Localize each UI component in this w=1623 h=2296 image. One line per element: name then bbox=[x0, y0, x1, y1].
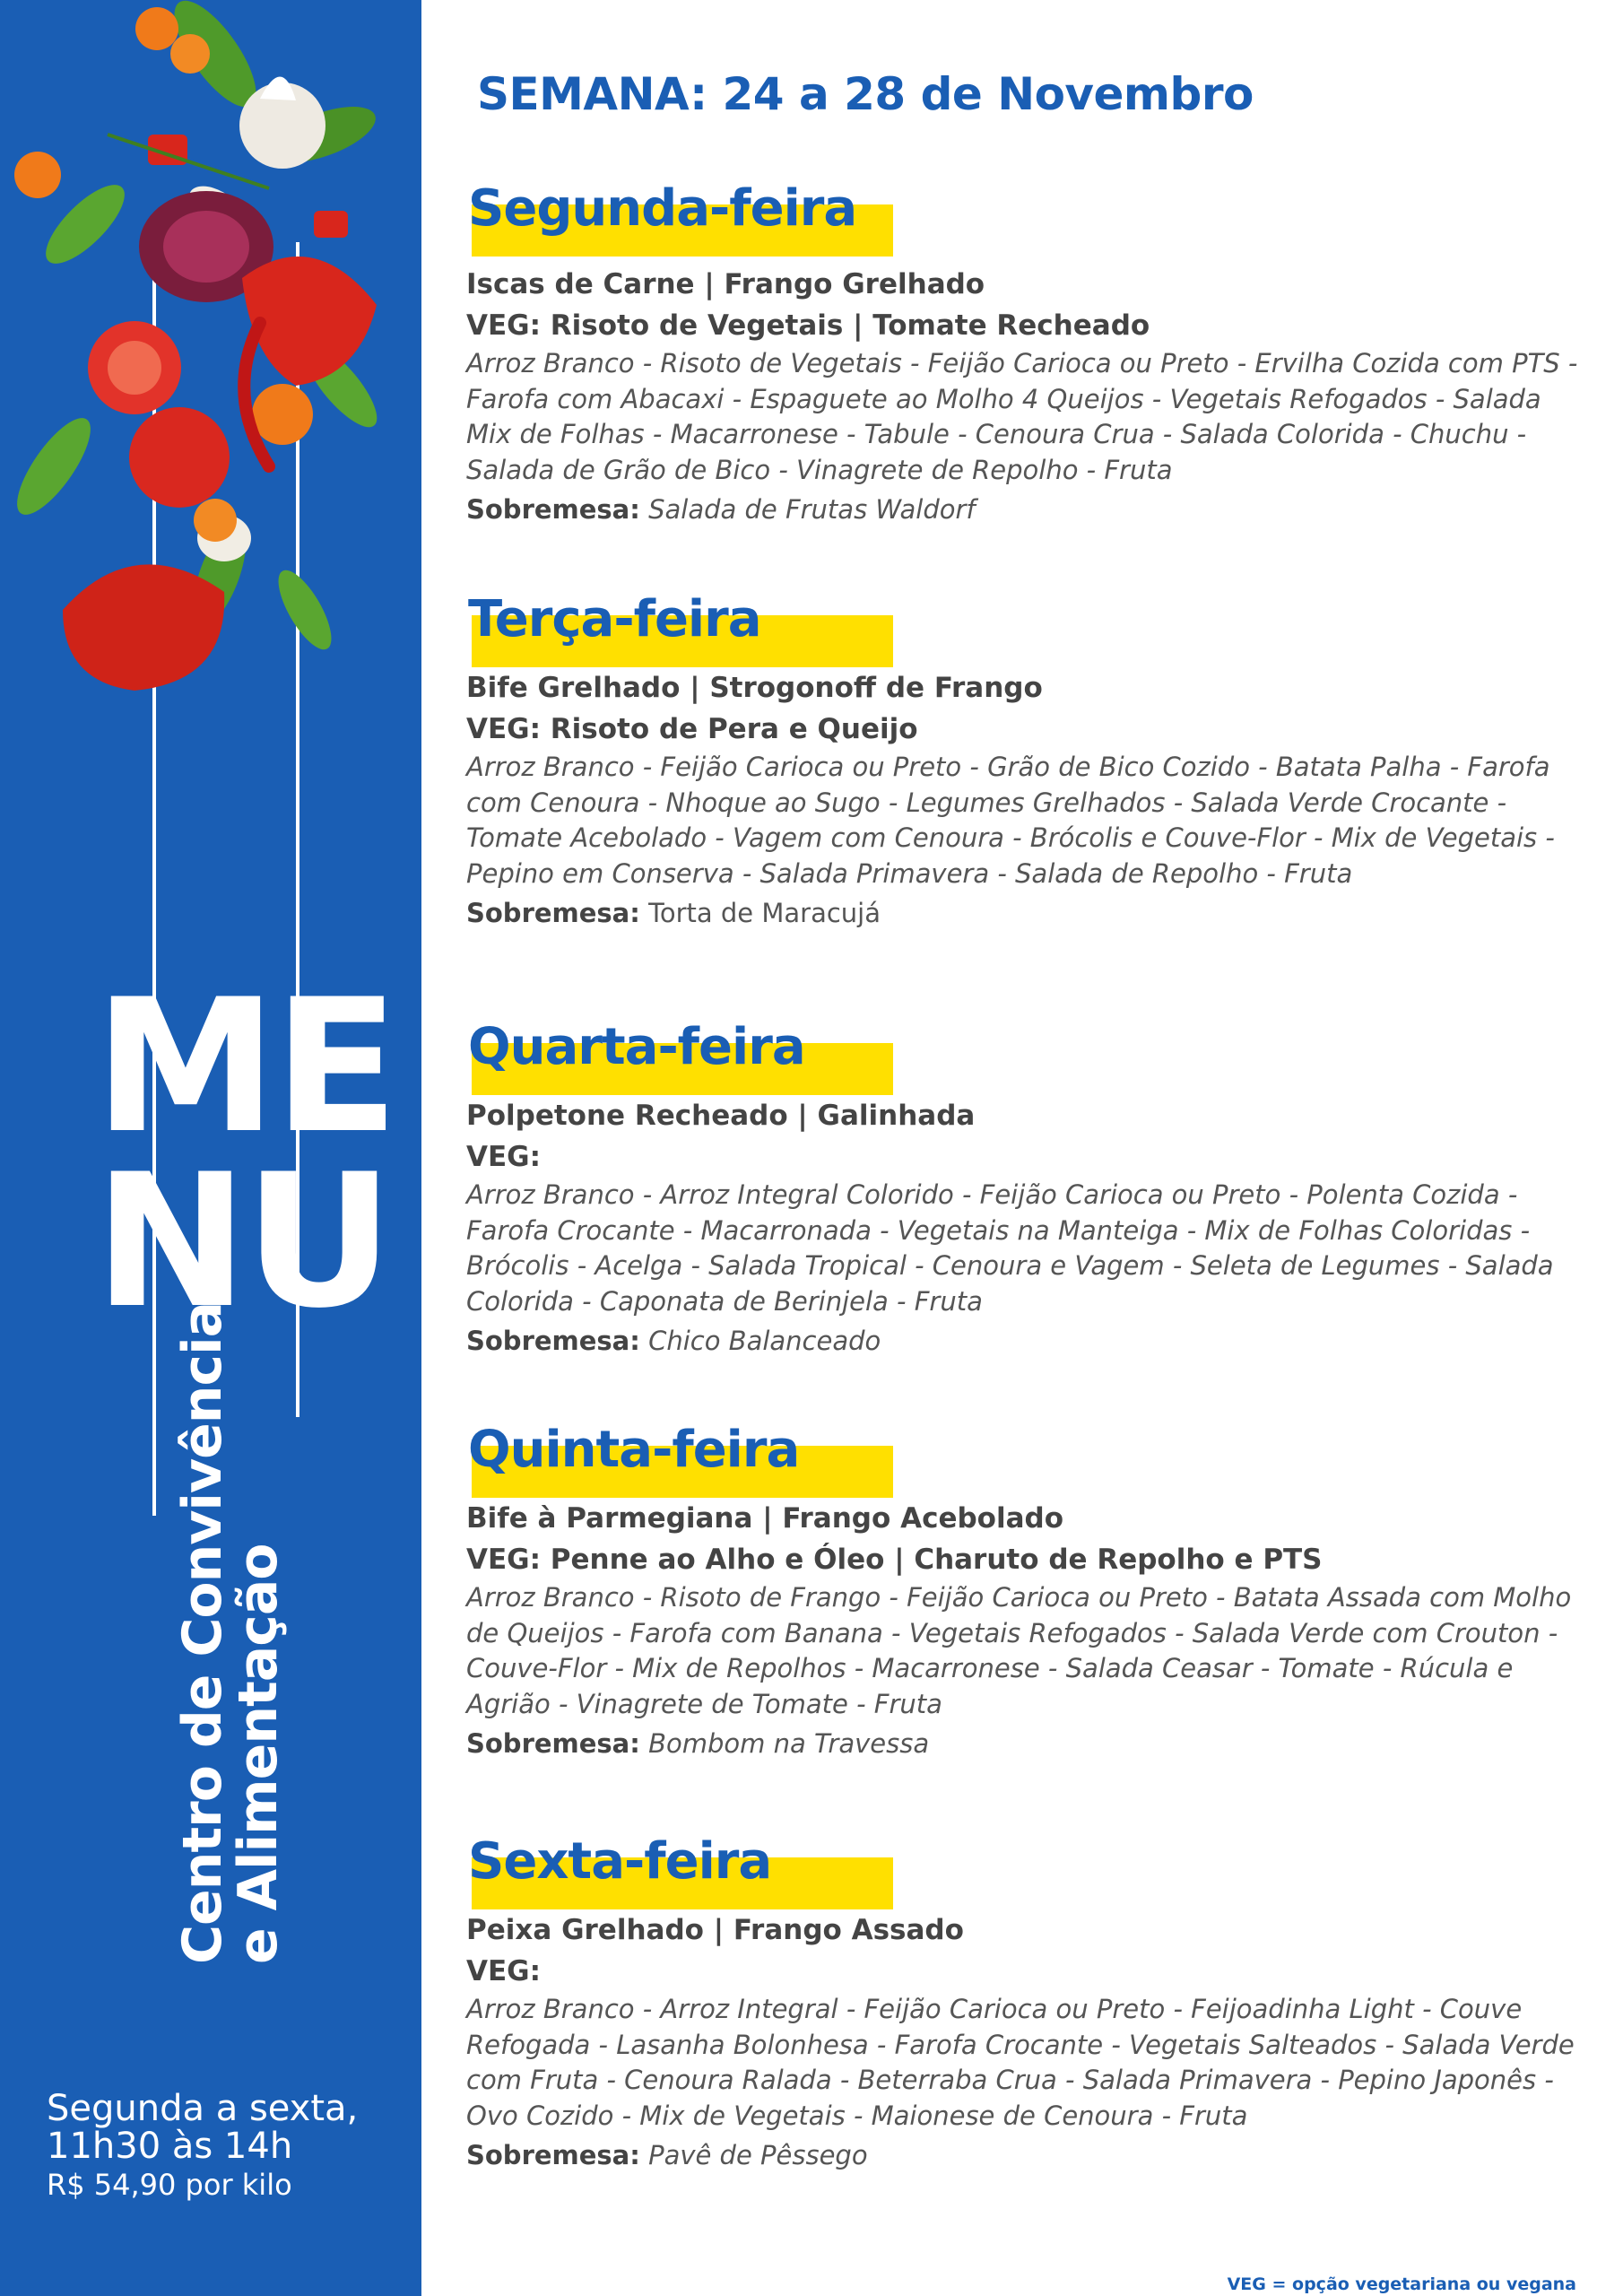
dessert-value: Pavê de Pêssego bbox=[648, 2140, 868, 2170]
day-name: Segunda-feira bbox=[468, 179, 857, 238]
day-header bbox=[466, 1832, 1587, 1909]
week-title: SEMANA: 24 a 28 de Novembro bbox=[477, 68, 1254, 120]
day-sexta bbox=[466, 1832, 1587, 2177]
dessert bbox=[466, 488, 1587, 531]
vegetables-illustration bbox=[0, 0, 421, 718]
day-segunda bbox=[466, 179, 1587, 531]
veg-dish: VEG: Risoto de Pera e Queijo bbox=[466, 713, 918, 745]
hours-days: Segunda a sexta, bbox=[47, 2088, 359, 2129]
day-quinta bbox=[466, 1421, 1587, 1765]
veg-dish: VEG: Risoto de Vegetais | Tomate Recheado bbox=[466, 309, 1150, 342]
dessert bbox=[466, 2134, 1587, 2177]
dessert-label: Sobremesa: bbox=[466, 1326, 640, 1356]
veg-dish: VEG: bbox=[466, 1141, 542, 1173]
dessert-label: Sobremesa: bbox=[466, 1728, 640, 1759]
main-dish: Polpetone Recheado | Galinhada bbox=[466, 1100, 976, 1132]
dessert-label: Sobremesa: bbox=[466, 2140, 640, 2170]
venue-title bbox=[171, 1301, 290, 1964]
dessert bbox=[466, 1319, 1587, 1362]
main-dishes bbox=[466, 264, 1587, 346]
day-header bbox=[466, 590, 1587, 667]
veg-dish: VEG: Penne ao Alho e Óleo | Charuto de Repolho e PTS bbox=[466, 1544, 1323, 1576]
venue-title-line2: e Alimentação bbox=[227, 1544, 290, 1964]
dessert bbox=[466, 891, 1587, 935]
day-terca bbox=[466, 590, 1587, 935]
opening-hours bbox=[47, 2090, 358, 2205]
dessert-label: Sobremesa: bbox=[466, 494, 640, 525]
day-name: Quarta-feira bbox=[468, 1018, 805, 1076]
main-dish: Iscas de Carne | Frango Grelhado bbox=[466, 268, 985, 300]
day-name: Quinta-feira bbox=[468, 1421, 800, 1479]
day-header bbox=[466, 179, 1587, 257]
venue-title-line1: Centro de Convivência bbox=[171, 1301, 234, 1964]
dessert bbox=[466, 1722, 1587, 1765]
main-dishes bbox=[466, 1095, 1587, 1178]
dessert-value: Bombom na Travessa bbox=[648, 1728, 930, 1759]
main-dishes bbox=[466, 667, 1587, 750]
sidebar bbox=[0, 0, 421, 2296]
day-quarta bbox=[466, 1018, 1587, 1362]
side-dishes: Arroz Branco - Risoto de Vegetais - Feijão Carioca ou Preto - Ervilha Cozida com PTS - Farofa com Abacaxi - Espaguete ao Molho 4 Queijos - Vegetais Refogados - Salada Mix de Folhas - Macarronese - Tabule - Cenoura Crua - Salada Colorida - Chuchu - Salada de Grão de Bico - Vinagrete de Repolho - Fruta bbox=[466, 348, 1578, 485]
side-dishes: Arroz Branco - Risoto de Frango - Feijão Carioca ou Preto - Batata Assada com Molho de Queijos - Farofa com Banana - Vegetais Refogados - Salada Verde com Crouton - Couve-Flor - Mix de Repolhos - Macarronese - Salada Ceasar - Tomate - Rúcula e Agrião - Vinagrete de Tomate - Fruta bbox=[466, 1582, 1572, 1719]
day-name: Terça-feira bbox=[468, 590, 761, 648]
hours-time: 11h30 às 14h bbox=[47, 2126, 293, 2167]
menu-logo-line2: NU bbox=[94, 1135, 391, 1349]
side-dishes: Arroz Branco - Feijão Carioca ou Preto - Grão de Bico Cozido - Batata Palha - Farofa com Cenoura - Nhoque ao Sugo - Legumes Grelhados - Salada Verde Crocante - Tomate Acebolado - Vagem com Cenoura - Brócolis e Couve-Flor - Mix de Vegetais - Pepino em Conserva - Salada Primavera - Salada de Repolho - Fruta bbox=[466, 752, 1555, 889]
side-dishes: Arroz Branco - Arroz Integral Colorido - Feijão Carioca ou Preto - Polenta Cozida - Farofa Crocante - Macarronada - Vegetais na Manteiga - Mix de Folhas Coloridas - Brócolis - Acelga - Salada Tropical - Cenoura e Vagem - Seleta de Legumes - Salada Colorida - Caponata de Berinjela - Fruta bbox=[466, 1179, 1554, 1317]
main-dish: Bife Grelhado | Strogonoff de Frango bbox=[466, 672, 1043, 704]
main-dish: Bife à Parmegiana | Frango Acebolado bbox=[466, 1502, 1063, 1535]
day-name: Sexta-feira bbox=[468, 1832, 772, 1891]
dessert-label: Sobremesa: bbox=[466, 898, 640, 928]
day-header bbox=[466, 1421, 1587, 1498]
price-per-kilo: R$ 54,90 por kilo bbox=[47, 2168, 292, 2202]
veg-footnote: VEG = opção vegetariana ou vegana bbox=[1227, 2274, 1576, 2294]
dessert-value: Salada de Frutas Waldorf bbox=[648, 494, 976, 525]
main-dishes bbox=[466, 1498, 1587, 1580]
side-dishes: Arroz Branco - Arroz Integral - Feijão Carioca ou Preto - Feijoadinha Light - Couve Refogada - Lasanha Bolonhesa - Farofa Crocante - Vegetais Salteados - Salada Verde com Fruta - Cenoura Ralada - Beterraba Crua - Salada Primavera - Pepino Japonês - Ovo Cozido - Mix de Vegetais - Maionese de Cenoura - Fruta bbox=[466, 1994, 1575, 2131]
dessert-value: Chico Balanceado bbox=[648, 1326, 881, 1356]
menu-logo-line1: ME bbox=[94, 961, 396, 1174]
main-dishes bbox=[466, 1909, 1587, 1992]
menu-logo bbox=[94, 961, 396, 1349]
dessert-value: Torta de Maracujá bbox=[648, 898, 881, 928]
veg-dish: VEG: bbox=[466, 1955, 542, 1987]
day-header bbox=[466, 1018, 1587, 1095]
main-dish: Peixa Grelhado | Frango Assado bbox=[466, 1914, 964, 1946]
